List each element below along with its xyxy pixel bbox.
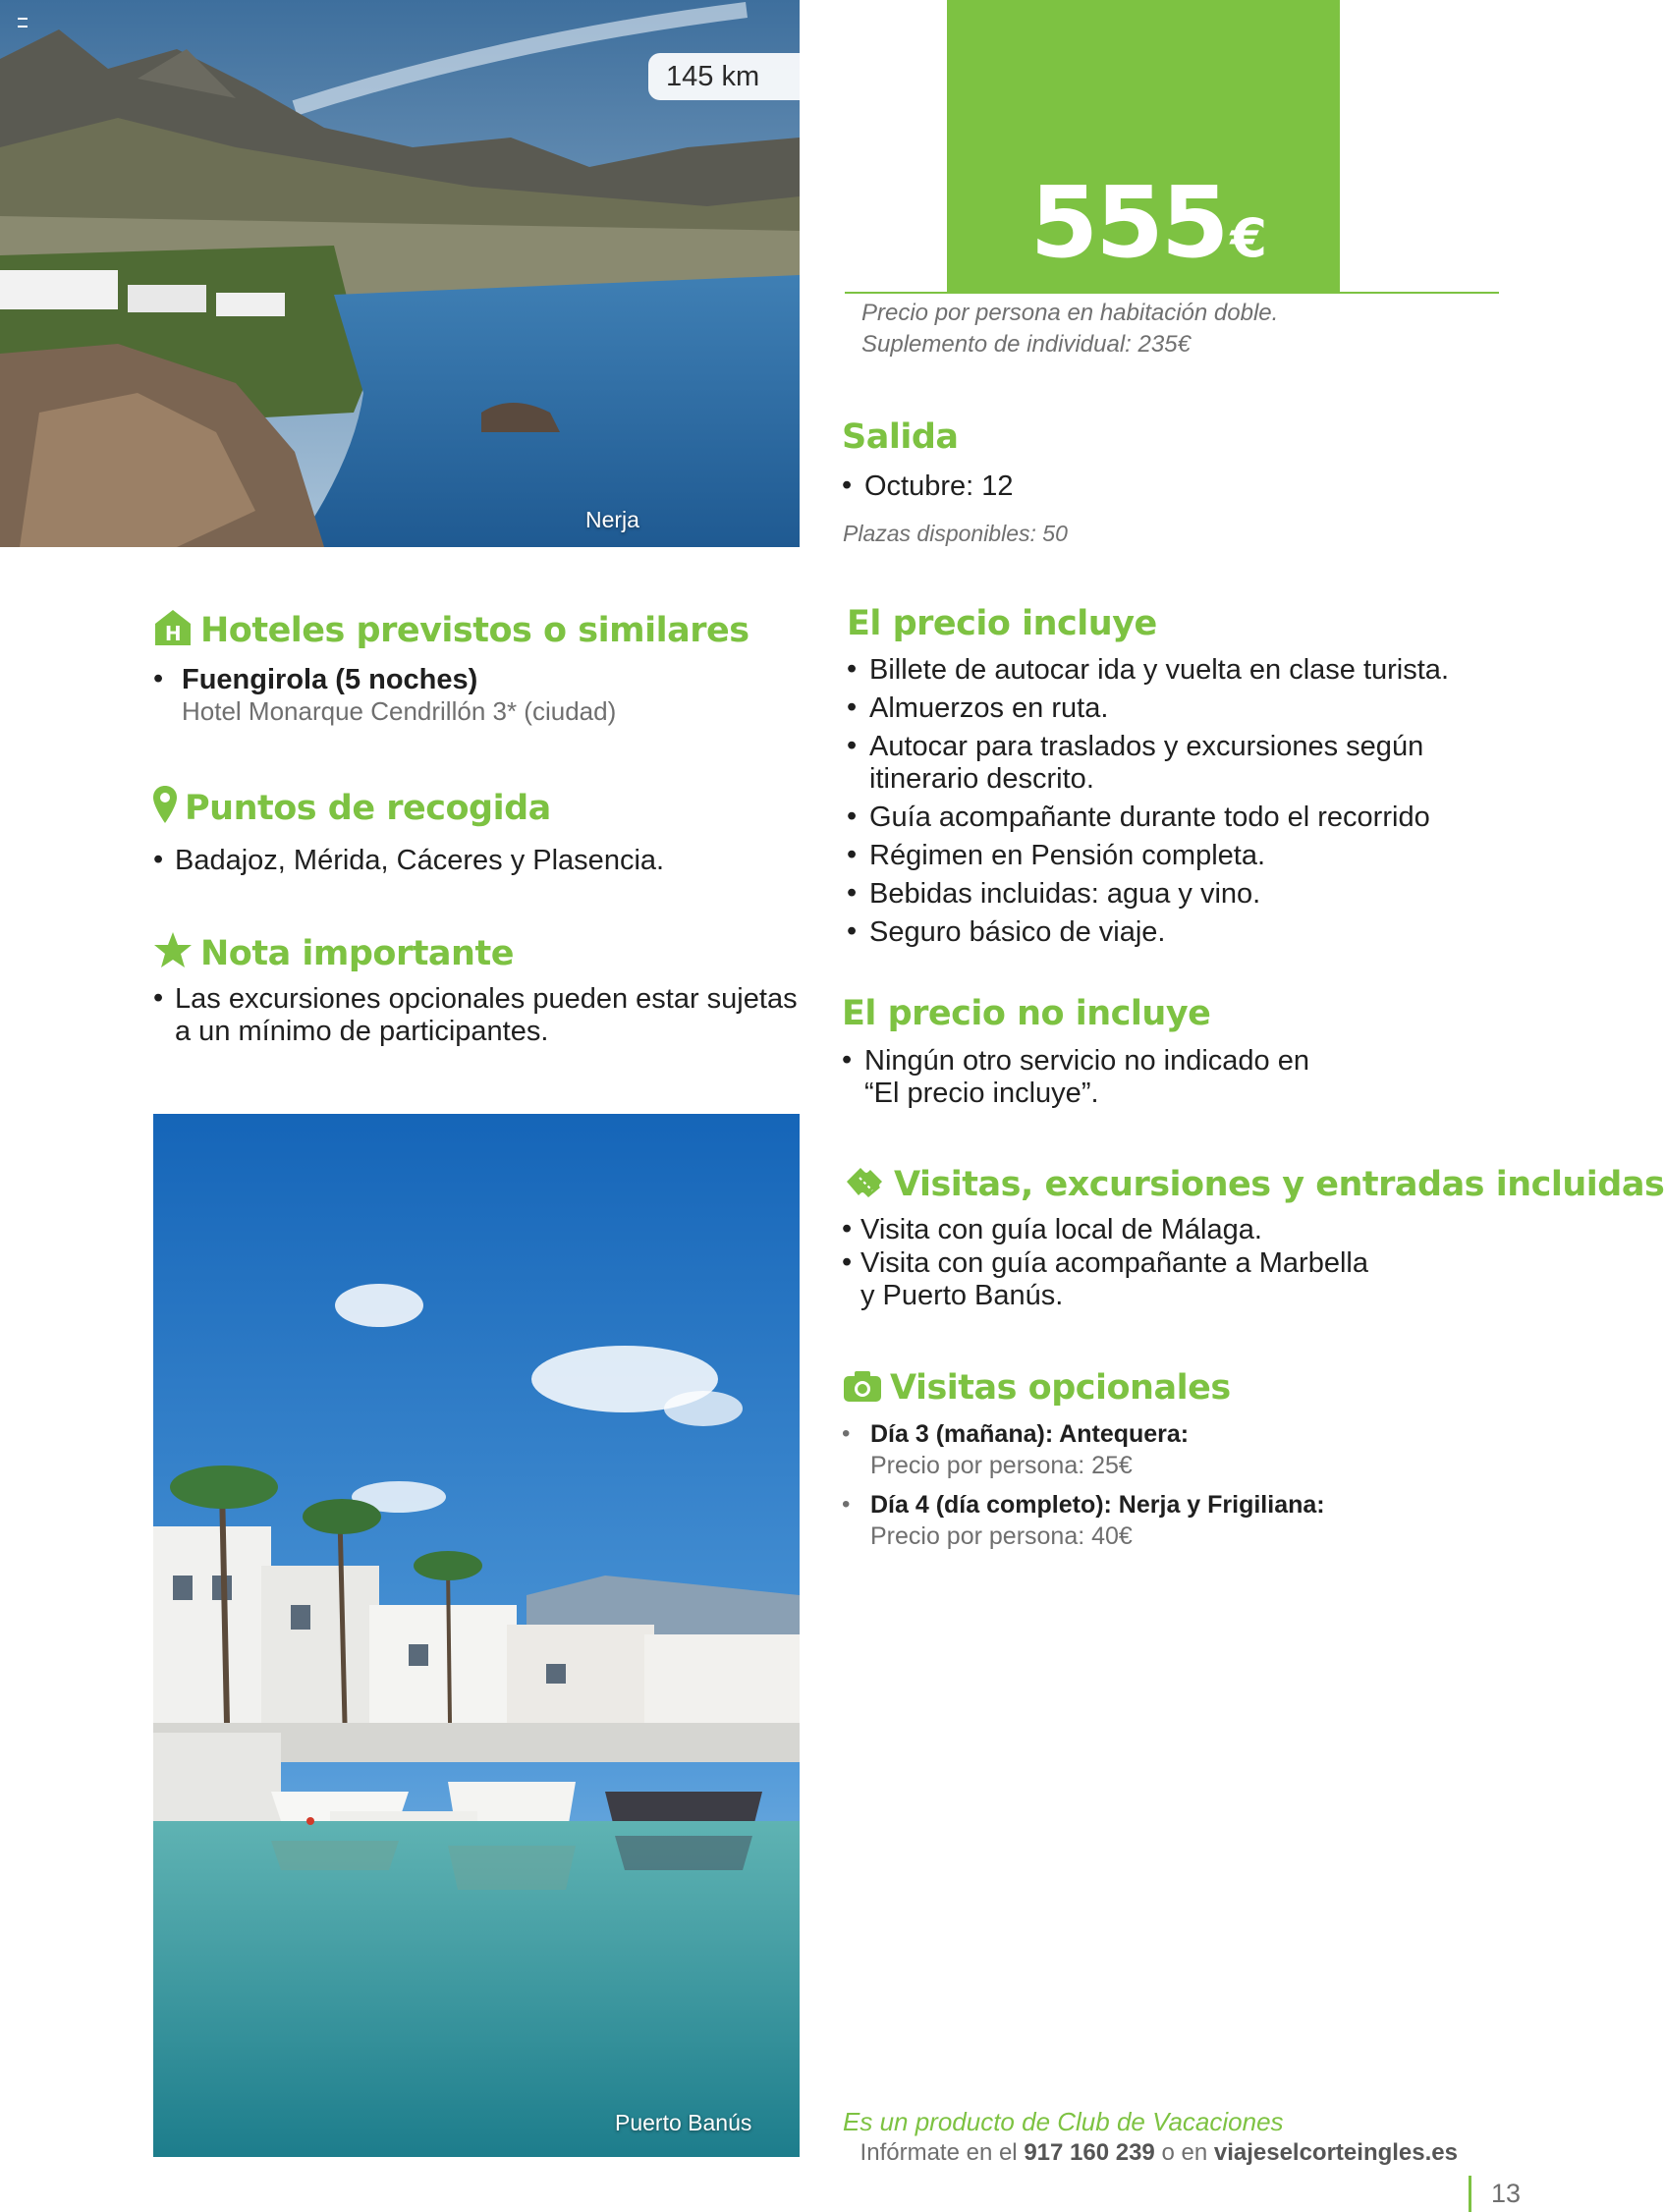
nota-line1: Las excursiones opcionales pueden estar sujetas: [175, 983, 798, 1015]
price-amount: 555: [1029, 165, 1227, 280]
product-note: Es un producto de Club de Vacaciones: [843, 2107, 1284, 2136]
incluye-heading: El precio incluye: [847, 604, 1157, 643]
plazas-disponibles: Plazas disponibles: 50: [843, 521, 1068, 546]
incluye-item: Almuerzos en ruta.: [869, 692, 1109, 724]
bullet: •: [847, 801, 858, 832]
nerja-photo: [0, 0, 800, 547]
bullet: •: [842, 1420, 851, 1447]
bullet: •: [842, 1213, 853, 1244]
photo-caption-puerto-banus: Puerto Banús: [615, 2110, 752, 2135]
visitas-item: Visita con guía local de Málaga.: [860, 1214, 1262, 1245]
puerto-banus-photo: [153, 1114, 800, 2157]
bullet: •: [847, 653, 858, 685]
opcionales-title: Visitas opcionales: [890, 1368, 1231, 1408]
salida-date: Octubre: 12: [864, 470, 1014, 502]
no-incluye-heading: El precio no incluye: [842, 994, 1211, 1033]
footer-website-link[interactable]: viajeselcorteingles.es: [1213, 2139, 1458, 2166]
recogida-title: Puntos de recogida: [185, 789, 551, 828]
footer-prefix: Infórmate en el: [860, 2139, 1018, 2166]
price-currency: €: [1230, 207, 1267, 269]
distance-badge: 145 km: [648, 53, 800, 100]
footer-middle: o en: [1161, 2139, 1208, 2166]
bullet: •: [847, 839, 858, 870]
puerto-banus-illustration: [153, 1114, 800, 2157]
bullet: •: [842, 1491, 851, 1518]
visitas-item-continuation: y Puerto Banús.: [860, 1280, 1064, 1311]
bullet: •: [847, 915, 858, 947]
hoteles-title: Hoteles previstos o similares: [200, 611, 749, 650]
opcional-price: Precio por persona: 25€: [870, 1452, 1133, 1479]
opcional-name: Día 4 (día completo): Nerja y Frigiliana:: [870, 1491, 1325, 1519]
salida-heading: Salida: [842, 417, 959, 457]
price-divider: [845, 292, 1499, 294]
bullet: •: [153, 982, 164, 1014]
incluye-item: Régimen en Pensión completa.: [869, 840, 1266, 871]
bullet: •: [842, 470, 853, 501]
bullet: •: [842, 1246, 853, 1278]
no-incluye-line2: “El precio incluye”.: [864, 1078, 1099, 1109]
camera-icon: [843, 1369, 882, 1403]
incluye-item: Autocar para traslados y excursiones según: [869, 731, 1424, 762]
opcionales-heading: [843, 1368, 1231, 1408]
visitas-item: Visita con guía acompañante a Marbella: [860, 1247, 1368, 1279]
hoteles-heading: [153, 608, 749, 650]
incluye-item: Bebidas incluidas: agua y vino.: [869, 878, 1261, 910]
price-note-line2: Suplemento de individual: 235€: [861, 331, 1191, 358]
footer-contact: [860, 2139, 1458, 2167]
recogida-heading: [153, 786, 551, 828]
photo-caption-nerja: Nerja: [585, 507, 639, 532]
recogida-item: Badajoz, Mérida, Cáceres y Plasencia.: [175, 845, 665, 876]
bullet: •: [847, 877, 858, 909]
price-box: [947, 0, 1340, 293]
page-number: 13: [1491, 2179, 1522, 2208]
star-icon: [153, 931, 193, 968]
footer-phone[interactable]: 917 160 239: [1024, 2139, 1155, 2166]
map-pin-icon: [153, 786, 177, 823]
opcional-price: Precio por persona: 40€: [870, 1522, 1133, 1550]
nota-heading: [153, 931, 514, 973]
hotel-location: Fuengirola (5 noches): [182, 664, 478, 695]
ticket-icon: [843, 1164, 886, 1199]
bullet: •: [847, 691, 858, 723]
incluye-item: Seguro básico de viaje.: [869, 916, 1166, 948]
bullet: •: [842, 1044, 853, 1076]
hotel-icon: [153, 608, 193, 645]
opcional-name: Día 3 (mañana): Antequera:: [870, 1420, 1190, 1448]
footer-separator: [1469, 2176, 1471, 2212]
bullet: •: [153, 844, 164, 875]
incluye-item-continuation: itinerario descrito.: [869, 763, 1094, 795]
no-incluye-line1: Ningún otro servicio no indicado en: [864, 1045, 1309, 1077]
incluye-item: Billete de autocar ida y vuelta en clase turista.: [869, 654, 1449, 686]
bullet: •: [847, 730, 858, 761]
price-value: [1029, 165, 1267, 293]
price-note-line1: Precio por persona en habitación doble.: [861, 300, 1279, 326]
menu-icon: [18, 18, 28, 28]
hotel-name: Hotel Monarque Cendrillón 3* (ciudad): [182, 696, 617, 726]
bullet: •: [153, 663, 164, 694]
visitas-title: Visitas, excursiones y entradas incluidas: [894, 1165, 1664, 1204]
nota-line2: a un mínimo de participantes.: [175, 1016, 549, 1047]
svg-text:H: H: [164, 622, 182, 645]
nota-title: Nota importante: [200, 934, 514, 973]
incluye-item: Guía acompañante durante todo el recorrido: [869, 802, 1430, 833]
visitas-heading: [843, 1164, 1664, 1204]
